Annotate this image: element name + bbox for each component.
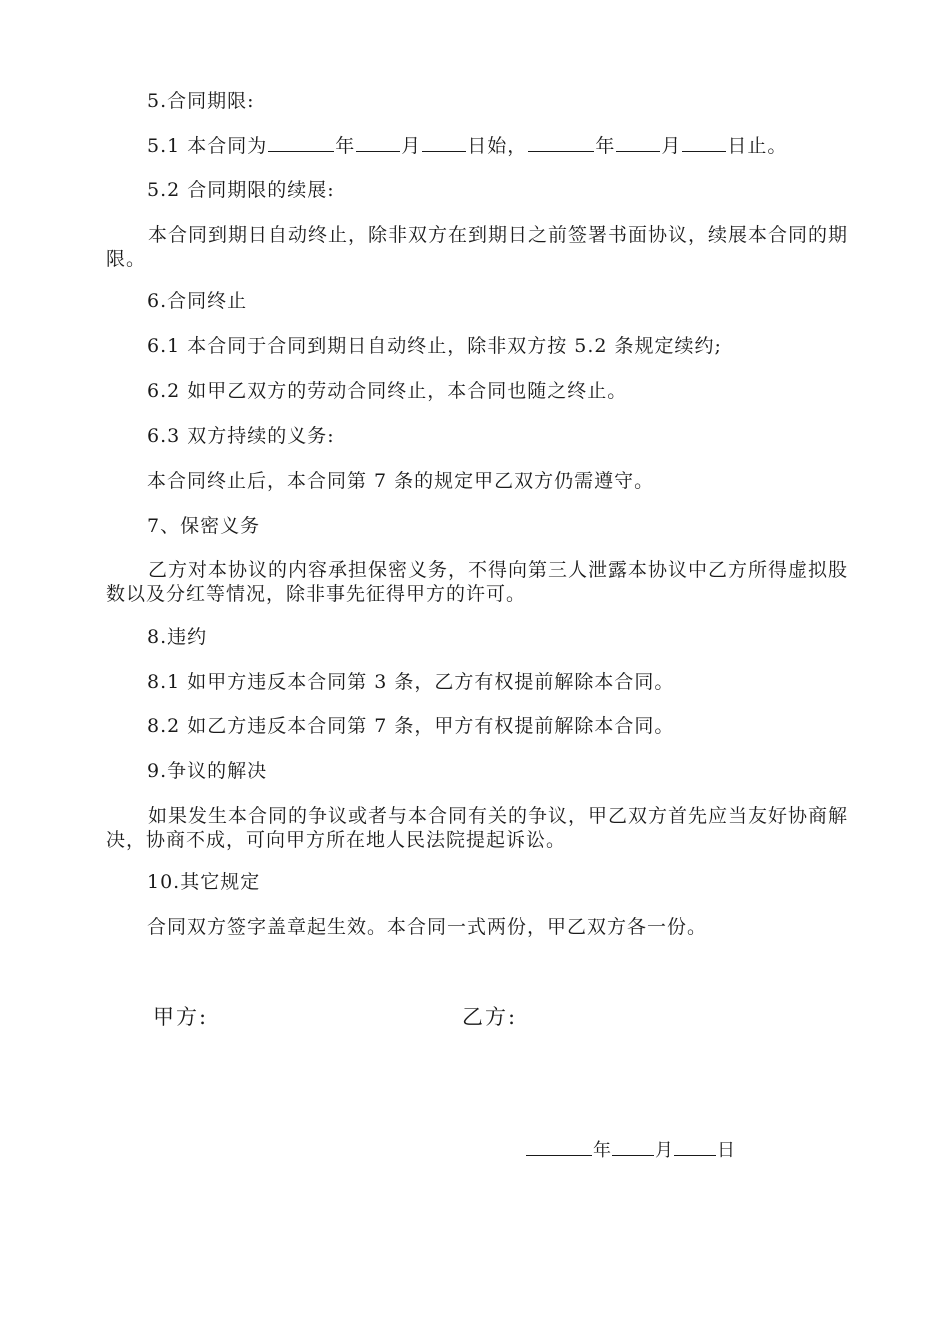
end-month-label: 月 [661,135,682,157]
section-8-title: 8.违约 [147,626,208,648]
sign-month-label: 月 [655,1140,673,1161]
sign-year-blank[interactable] [526,1137,592,1156]
section-8-2: 8.2 如乙方违反本合同第 7 条，甲方有权提前解除本合同。 [147,715,675,737]
section-10-body: 合同双方签字盖章起生效。本合同一式两份，甲乙双方各一份。 [147,916,708,938]
end-day-blank[interactable] [682,133,726,152]
start-year-label: 年 [335,135,356,157]
section-9-body [106,804,862,852]
section-6-3-title: 6.3 双方持续的义务: [147,425,335,447]
end-month-blank[interactable] [616,133,660,152]
sign-day-label: 日 [717,1140,735,1161]
signing-date [525,1137,735,1163]
sign-day-blank[interactable] [674,1137,716,1156]
end-year-blank[interactable] [528,133,594,152]
section-7-body [106,558,862,606]
section-7-title: 7、保密义务 [147,515,261,537]
section-6-2: 6.2 如甲乙双方的劳动合同终止，本合同也随之终止。 [147,380,628,402]
party-a-label: 甲方: [153,1005,209,1029]
section-5-2-body [106,223,862,271]
party-b-label: 乙方: [462,1005,518,1029]
start-day-label: 日始， [467,135,528,157]
section-10-title: 10.其它规定 [147,871,261,893]
section-6-3-body: 本合同终止后，本合同第 7 条的规定甲乙双方仍需遵守。 [147,470,655,492]
section-7-text: 乙方对本协议的内容承担保密义务，不得向第三人泄露本协议中乙方所得虚拟股数以及分红等情况，除非事先征得甲方的许可。 [106,559,849,605]
section-5-2-text: 本合同到期日自动终止，除非双方在到期日之前签署书面协议，续展本合同的期限。 [106,224,849,270]
section-6-1: 6.1 本合同于合同到期日自动终止，除非双方按 5.2 条规定续约; [147,335,722,357]
section-6-title: 6.合同终止 [147,290,248,312]
start-month-label: 月 [401,135,422,157]
start-month-blank[interactable] [356,133,400,152]
section-9-title: 9.争议的解决 [147,760,268,782]
end-day-label: 日止。 [727,135,788,157]
term-prefix: 5.1 本合同为 [147,135,268,157]
sign-year-label: 年 [593,1140,611,1161]
section-5-2-title: 5.2 合同期限的续展: [147,179,335,201]
section-5-1-term [147,133,787,158]
end-year-label: 年 [595,135,616,157]
sign-month-blank[interactable] [612,1137,654,1156]
section-8-1: 8.1 如甲方违反本合同第 3 条，乙方有权提前解除本合同。 [147,671,675,693]
section-9-text: 如果发生本合同的争议或者与本合同有关的争议，甲乙双方首先应当友好协商解决，协商不成，可向甲方所在地人民法院提起诉讼。 [106,805,849,851]
start-day-blank[interactable] [422,133,466,152]
start-year-blank[interactable] [268,133,334,152]
section-5-title: 5.合同期限: [147,90,255,112]
